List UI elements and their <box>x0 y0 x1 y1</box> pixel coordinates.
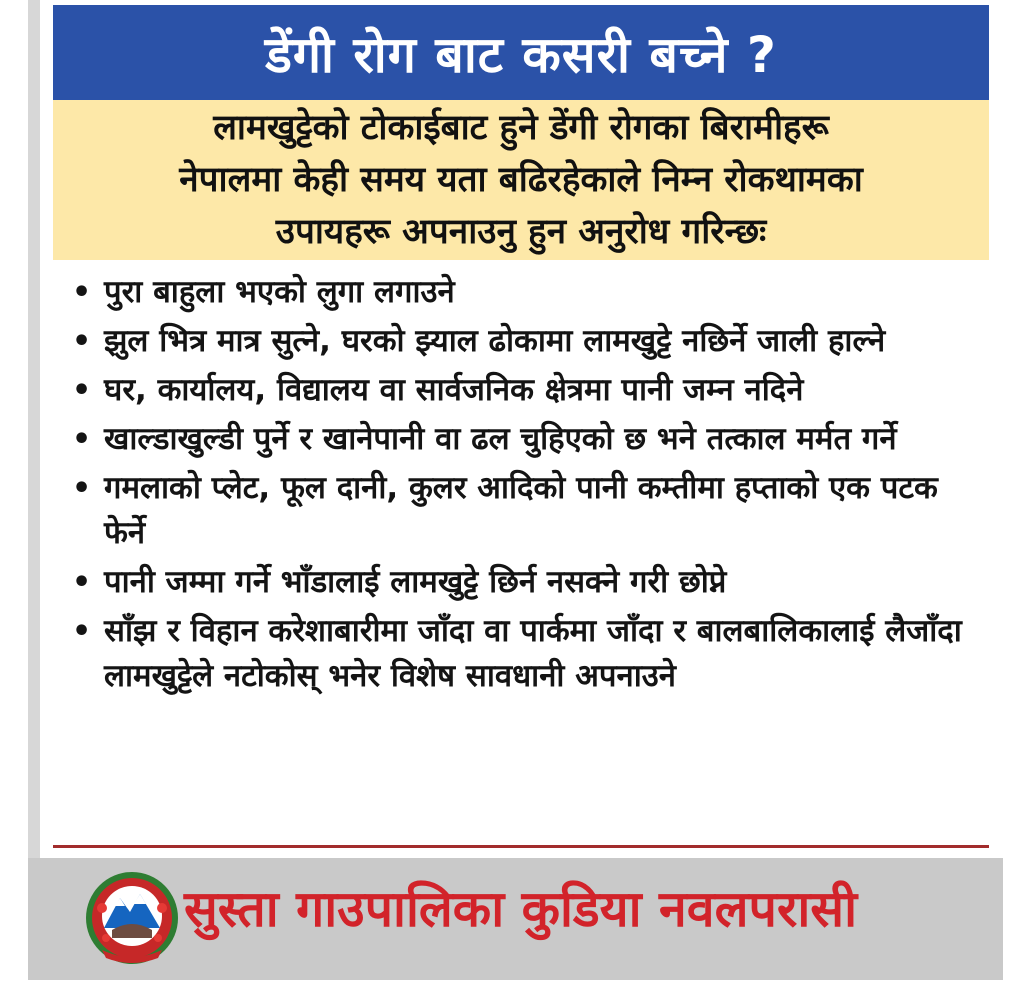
tip-item <box>70 417 970 462</box>
tip-text: घर, कार्यालय, विद्यालय वा सार्वजनिक क्षेत्रमा पानी जम्न नदिने <box>104 372 804 408</box>
tip-text: खाल्डाखुल्डी पुर्ने र खानेपानी वा ढल चुहिएको छ भने तत्काल मर्मत गर्ने <box>104 421 897 457</box>
bullet-icon: • <box>72 275 92 310</box>
tip-text: गमलाको प्लेट, फूल दानी, कुलर आदिको पानी कम्तीमा हप्ताको एक पटक फेर्ने <box>104 470 938 551</box>
intro-box <box>53 100 989 260</box>
tip-text: साँझ र विहान करेशाबारीमा जाँदा वा पार्कमा जाँदा र बालबालिकालाई लैजाँदा लामखुट्टेले नटोकोस् भनेर विशेष सावधानी अपनाउने <box>104 613 962 694</box>
tip-text: पानी जम्मा गर्ने भाँडालाई लामखुट्टे छिर्न नसक्ने गरी छोप्ने <box>104 564 727 600</box>
nepal-emblem-icon <box>82 868 182 968</box>
bullet-icon: • <box>72 422 92 457</box>
divider <box>53 845 989 848</box>
organization-name: सुस्ता गाउपालिका कुडिया नवलपरासी <box>184 880 858 938</box>
tip-text: झुल भित्र मात्र सुत्ने, घरको झ्याल ढोकामा लामखुट्टे नछिर्ने जाली हाल्ने <box>104 323 886 359</box>
bullet-icon: • <box>72 471 92 506</box>
tip-item <box>70 270 970 315</box>
intro-line-1: लामखुट्टेको टोकाईबाट हुने डेंगी रोगका बिरामीहरू <box>213 108 829 148</box>
tip-text: पुरा बाहुला भएको लुगा लगाउने <box>104 274 455 310</box>
intro-line-3: उपायहरू अपनाउनु हुन अनुरोध गरिन्छः <box>275 212 767 252</box>
bullet-icon: • <box>72 324 92 359</box>
frame-edge <box>28 0 40 858</box>
tip-item <box>70 368 970 413</box>
intro-line-2: नेपालमा केही समय यता बढिरहेकाले निम्न रोकथामका <box>179 160 863 200</box>
tip-item <box>70 466 970 556</box>
bullet-icon: • <box>72 614 92 649</box>
bullet-icon: • <box>72 373 92 408</box>
poster-title-bar <box>53 5 989 100</box>
footer-organization <box>184 862 994 952</box>
tip-item <box>70 319 970 364</box>
tip-item <box>70 609 970 699</box>
poster-title: डेंगी रोग बाट कसरी बच्ने ? <box>265 25 777 84</box>
tip-item <box>70 560 970 605</box>
tips-list <box>70 270 970 703</box>
bullet-icon: • <box>72 565 92 600</box>
